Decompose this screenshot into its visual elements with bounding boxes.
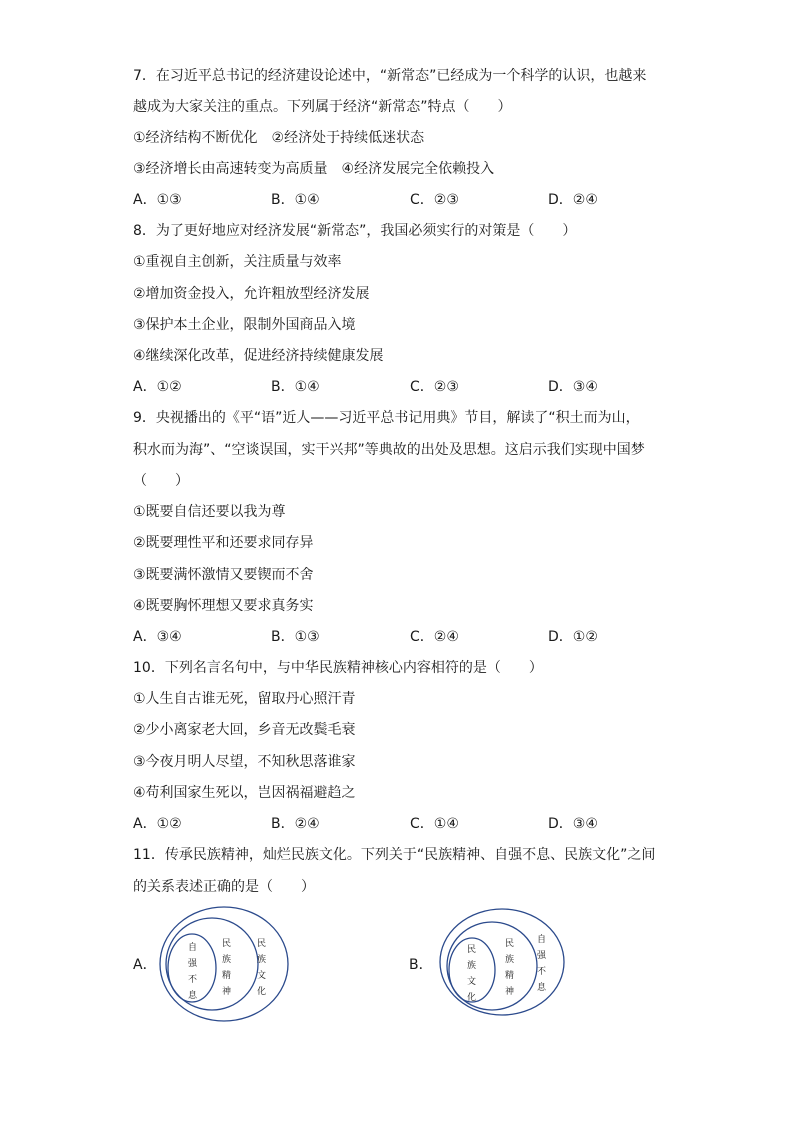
middle-label (505, 938, 514, 997)
diagram-char: 民 (505, 939, 515, 949)
outer-label (537, 933, 547, 993)
diagram-char: 民 (222, 939, 232, 949)
diagram-char: 自 (188, 943, 198, 953)
q9-item-2: ②既要理性平和还要求同存异 (133, 535, 314, 551)
q10-stem-line-1: 10．下列名言名句中，与中华民族精神核心内容相符的是（ ） (133, 660, 543, 676)
diagram-char: 化 (467, 993, 477, 1003)
q9-item-1: ①既要自信还要以我为尊 (133, 504, 286, 520)
q10-option-b[interactable]: B．②④ (271, 816, 320, 832)
diagram-char: 族 (222, 955, 232, 965)
q8-item-1: ①重视自主创新，关注质量与效率 (133, 254, 342, 270)
diagram-char: 息 (188, 991, 198, 1001)
diagram-char: 族 (467, 961, 477, 971)
q7-option-d[interactable]: D．②④ (548, 192, 598, 208)
q9-option-a[interactable]: A．③④ (133, 629, 182, 645)
q7-option-c[interactable]: C．②③ (410, 192, 459, 208)
diagram-char: 精 (505, 971, 515, 981)
q11-diagram-a[interactable] (158, 904, 290, 1024)
middle-circle (447, 922, 537, 1010)
diagram-char: 神 (222, 987, 232, 997)
middle-circle (166, 918, 258, 1010)
q7-option-b[interactable]: B．①④ (271, 192, 320, 208)
q7-item-1: ①经济结构不断优化 ②经济处于持续低迷状态 (133, 130, 425, 146)
diagram-char: 强 (188, 959, 198, 969)
diagram-char: 息 (537, 983, 547, 993)
q11-option-b-label[interactable]: B． (409, 957, 433, 973)
diagram-char: 神 (505, 987, 515, 997)
q8-item-2: ②增加资金投入，允许粗放型经济发展 (133, 286, 370, 302)
q9-stem-line-2: 积水而为海”、“空谈误国，实干兴邦”等典故的出处及思想。这启示我们实现中国梦 (133, 442, 645, 458)
q8-item-4: ④继续深化改革，促进经济持续健康发展 (133, 348, 384, 364)
q11-stem-line-1: 11．传承民族精神，灿烂民族文化。下列关于“民族精神、自强不息、民族文化”之间 (133, 847, 656, 863)
q8-item-3: ③保护本土企业，限制外国商品入境 (133, 317, 356, 333)
q10-item-3: ③今夜月明人尽望，不知秋思落谁家 (133, 754, 356, 770)
q10-option-a[interactable]: A．①② (133, 816, 182, 832)
q10-item-2: ②少小离家老大回，乡音无改鬓毛衰 (133, 722, 356, 738)
q9-option-c[interactable]: C．②④ (410, 629, 459, 645)
q11-option-a-label[interactable]: A． (133, 957, 157, 973)
q9-stem-line-1: 9．央视播出的《平“语”近人——习近平总书记用典》节目，解读了“积土而为山， (133, 410, 640, 426)
q9-item-3: ③既要满怀激情又要锲而不舍 (133, 567, 314, 583)
inner-label (188, 941, 198, 1001)
q8-option-d[interactable]: D．③④ (548, 379, 598, 395)
q7-stem-line-2: 越成为大家关注的重点。下列属于经济“新常态”特点（ ） (133, 99, 512, 115)
q8-option-b[interactable]: B．①④ (271, 379, 320, 395)
diagram-char: 不 (537, 967, 547, 977)
diagram-char: 自 (537, 935, 547, 945)
diagram-char: 族 (257, 955, 267, 965)
q11-stem-line-2: 的关系表述正确的是（ ） (133, 879, 315, 895)
diagram-char: 化 (257, 987, 267, 997)
q8-option-c[interactable]: C．②③ (410, 379, 459, 395)
q10-item-1: ①人生自古谁无死，留取丹心照汗青 (133, 691, 356, 707)
q8-stem-line-1: 8．为了更好地应对经济发展“新常态”，我国必须实行的对策是（ ） (133, 223, 577, 239)
q9-item-4: ④既要胸怀理想又要求真务实 (133, 598, 314, 614)
middle-label (222, 938, 231, 997)
diagram-char: 民 (467, 945, 477, 955)
q10-item-4: ④苟利国家生死以，岂因祸福避趋之 (133, 785, 356, 801)
diagram-char: 精 (222, 971, 232, 981)
inner-label (467, 944, 476, 1003)
q8-option-a[interactable]: A．①② (133, 379, 182, 395)
q11-diagram-b[interactable] (436, 904, 568, 1024)
q7-option-a[interactable]: A．①③ (133, 192, 182, 208)
diagram-char: 不 (188, 975, 198, 985)
q10-option-d[interactable]: D．③④ (548, 816, 598, 832)
diagram-char: 强 (537, 951, 547, 961)
diagram-char: 民 (257, 939, 267, 949)
q7-stem-line-1: 7．在习近平总书记的经济建设论述中，“新常态”已经成为一个科学的认识，也越来 (133, 68, 647, 84)
q10-option-c[interactable]: C．①④ (410, 816, 459, 832)
diagram-char: 族 (505, 955, 515, 965)
outer-circle (440, 909, 564, 1015)
q9-option-d[interactable]: D．①② (548, 629, 598, 645)
q9-stem-line-3: （ ） (133, 473, 189, 489)
q9-option-b[interactable]: B．①③ (271, 629, 320, 645)
diagram-char: 文 (257, 971, 267, 981)
q7-item-2: ③经济增长由高速转变为高质量 ④经济发展完全依赖投入 (133, 161, 495, 177)
diagram-char: 文 (467, 977, 477, 987)
